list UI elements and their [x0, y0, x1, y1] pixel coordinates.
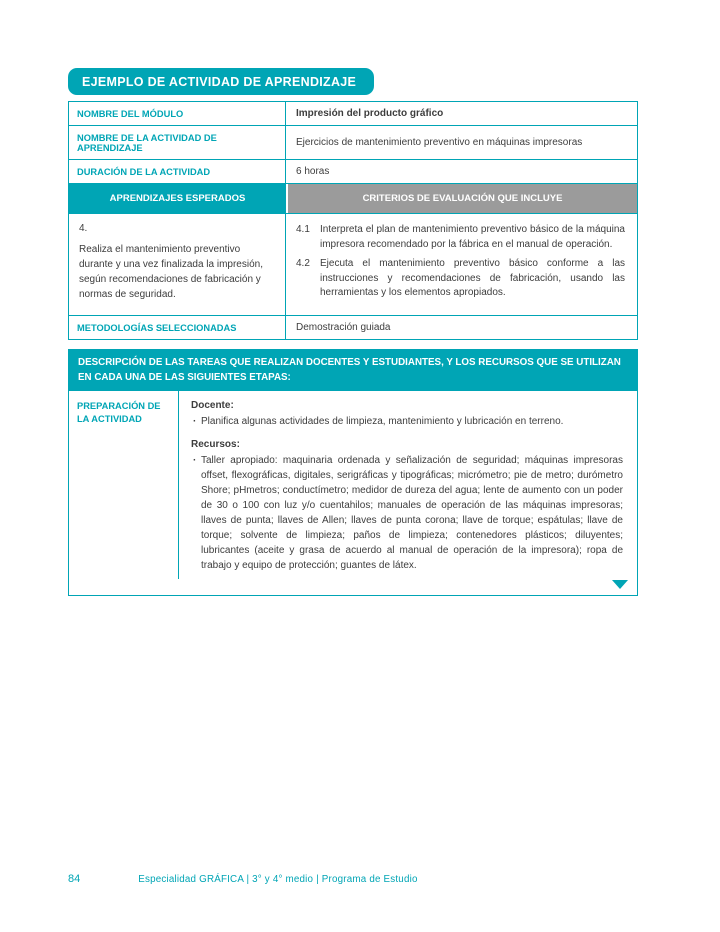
activity-info-table [68, 101, 638, 340]
section-title-tab [68, 68, 374, 95]
duration-label: DURACIÓN DE LA ACTIVIDAD [69, 160, 286, 183]
methodology-value: Demostración guiada [296, 321, 391, 333]
module-name-label: NOMBRE DEL MÓDULO [69, 102, 286, 125]
docente-heading: Docente: [191, 399, 234, 411]
footer-text: Especialidad GRÁFICA | 3° y 4° medio | Programa de Estudio [138, 874, 418, 885]
expected-learning-header: APRENDIZAJES ESPERADOS [69, 184, 286, 213]
page-footer [68, 873, 418, 885]
criterion-text: Interpreta el plan de mantenimiento preventivo básico de la máquina impresora recomendado por la fábrica en el manual de operación. [320, 224, 625, 250]
preparation-stage-label: PREPARACIÓN DE LA ACTIVIDAD [69, 391, 179, 579]
table-row [69, 126, 637, 160]
expected-learning-number: 4. [79, 223, 88, 234]
preparation-table [68, 391, 638, 596]
evaluation-criteria-header: CRITERIOS DE EVALUACIÓN QUE INCLUYE [288, 184, 637, 213]
activity-section [68, 68, 638, 596]
expected-learning-text: Realiza el mantenimiento preventivo durante y una vez finalizada la impresión, según recomendaciones de fabricación y normas de seguridad. [79, 244, 263, 300]
table-row [69, 316, 637, 339]
recursos-item: · Taller apropiado: maquinaria ordenada y señalización de seguridad; máquinas impresoras offset, flexográficas, digitales, serigráficas y tipográficas; micrómetro; pie de metro; durómetro Shore; pHmetros; conductímetro; medidor de dureza del agua; lente de aumento con un poder de 30 o 100 con luz y/o cuentahilos; manuales de operación de las máquinas impresoras; llaves de punta; llaves de Allen; llaves de punta corona; llave de torque; espátulas; llave de torque; solvente de limpieza; paños de limpieza; contenedores plásticos; diluyentes; lubricantes (aceite y grasa de acuerdo al manual de operación de la impresora); ropa de trabajo y equipo de protección; guantes de látex. [191, 453, 623, 573]
learning-criteria-row [69, 214, 637, 316]
criterion-number: 4.1 [296, 224, 310, 235]
docente-item: · Planifica algunas actividades de limpieza, mantenimiento y lubricación en terreno. [191, 414, 623, 429]
module-name-value: Impresión del producto gráfico [296, 108, 444, 119]
evaluation-criteria-cell [286, 214, 637, 315]
table-row [69, 102, 637, 126]
duration-value: 6 horas [296, 166, 330, 177]
recursos-heading: Recursos: [191, 438, 240, 450]
activity-name-value: Ejercicios de mantenimiento preventivo en máquinas impresoras [296, 137, 583, 148]
page-number: 84 [68, 873, 81, 885]
criterion-text: Ejecuta el mantenimiento preventivo básico conforme a las instrucciones y recomendaciones de fabricación, usando las herramientas y los elementos apropiados. [320, 258, 625, 298]
table-row [69, 160, 637, 184]
criterion-item [296, 223, 625, 252]
preparation-content [179, 391, 637, 579]
activity-name-label: NOMBRE DE LA ACTIVIDAD DE APRENDIZAJE [69, 126, 286, 159]
column-headers-row [69, 184, 637, 214]
criterion-number: 4.2 [296, 258, 310, 269]
tasks-description-bar: DESCRIPCIÓN DE LAS TAREAS QUE REALIZAN DOCENTES Y ESTUDIANTES, Y LOS RECURSOS QUE SE UTILIZAN EN CADA UNA DE LAS SIGUIENTES ETAPAS: [68, 349, 638, 391]
section-title: EJEMPLO DE ACTIVIDAD DE APRENDIZAJE [82, 75, 357, 89]
criterion-item [296, 257, 625, 301]
down-triangle-icon [612, 580, 628, 589]
methodology-label: METODOLOGÍAS SELECCIONADAS [69, 316, 286, 339]
expected-learning-cell [69, 214, 286, 315]
